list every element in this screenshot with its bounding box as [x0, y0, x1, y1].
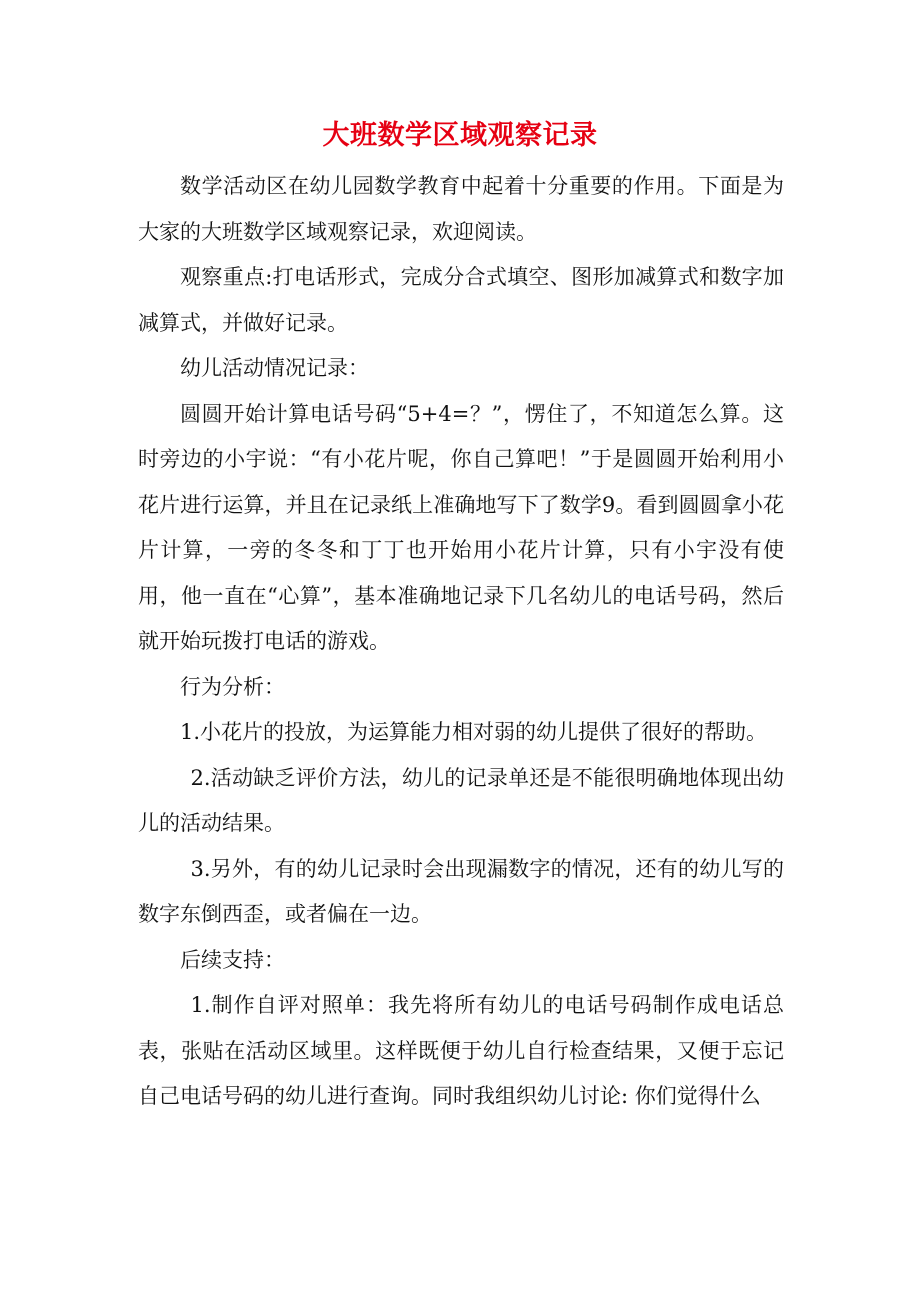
follow-up-support-heading: 后续支持：: [180, 947, 285, 972]
analysis-item-1: 1.小花片的投放，为运算能力相对弱的幼儿提供了很好的帮助。: [180, 720, 768, 744]
analysis-item-3: 3.另外，有的幼儿记录时会出现漏数字的情况，还有的幼儿写的数字东倒西歪，或者偏在一边。: [138, 856, 784, 926]
analysis-item-2: 2.活动缺乏评价方法，幼儿的记录单还是不能很明确地体现出幼儿的活动结果。: [138, 765, 784, 835]
intro-paragraph: 数学活动区在幼儿园数学教育中起着十分重要的作用。下面是为大家的大班数学区域观察记录，欢迎阅读。: [138, 174, 784, 244]
activity-record-heading: 幼儿活动情况记录：: [180, 356, 369, 380]
observation-focus-paragraph: 观察重点:打电话形式，完成分合式填空、图形加减算式和数字加减算式，并做好记录。: [138, 265, 784, 335]
support-item-1: 1.制作自评对照单：我先将所有幼儿的电话号码制作成电话总表，张贴在活动区域里。这样既便于幼儿自行检查结果，又便于忘记自己电话号码的幼儿进行查询。同时我组织幼儿讨论: 你们觉得什么: [138, 993, 784, 1108]
activity-record-paragraph: 圆圆开始计算电话号码“5+4=？”，愣住了，不知道怎么算。这时旁边的小宇说：“有小花片呢，你自己算吧！”于是圆圆开始利用小花片进行运算，并且在记录纸上准确地写下了数学9。看到圆圆拿小花片计算，一旁的冬冬和丁丁也开始用小花片计算，只有小宇没有使用，他一直在“心算”，基本准确地记录下几名幼儿的电话号码，然后就开始玩拨打电话的游戏。: [138, 401, 784, 653]
document-body: [138, 164, 784, 1120]
behavior-analysis-heading: 行为分析：: [180, 674, 285, 699]
document-title: 大班数学区域观察记录: [322, 120, 598, 151]
